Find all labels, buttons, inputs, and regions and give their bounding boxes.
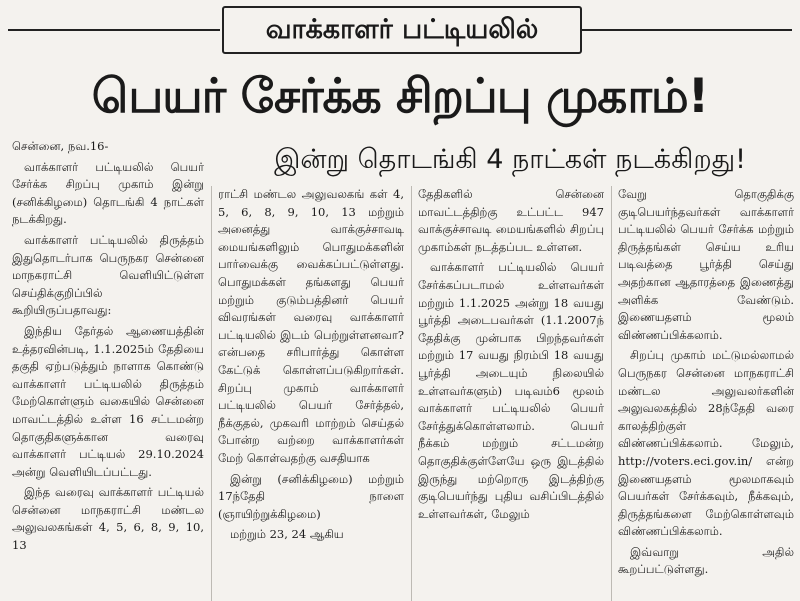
paragraph: வாக்காளர் பட்டியலில் பெயர் சேர்க்க சிறப்பு முகாம் இன்று (சனிக்கிழமை) தொடங்கி 4 நாட்கள் நடக்கிறது.: [12, 159, 204, 227]
kicker-rule-left: [8, 29, 220, 31]
column-rule: [211, 186, 212, 601]
paragraph: சிறப்பு முகாம் மட்டுமல்லாமல் பெருநகர சென்னை மாநகராட்சி மண்டல அலுவலர்களின் அலுவலகத்தில் 28ந்தேதி வரை காலத்திற்குள் விண்ணப்பிக்கலாம். மேலும், http://voters.eci.gov.in/ என்ற இணையதளம் மூலமாகவும் பெயர்கள் சேர்க்கவும், நீக்கவும், திருத்தங்களை மேற்கொள்ளவும் விண்ணப்பிக்கலாம்.: [618, 348, 794, 539]
paragraph: இவ்வாறு அதில் கூறப்பட்டுள்ளது.: [618, 544, 794, 577]
column-rule: [411, 186, 412, 601]
paragraph: இன்று (சனிக்கிழமை) மற்றும் 17ந்தேதி நாளை (ஞாயிற்றுக்கிழமை): [218, 471, 404, 521]
dateline: சென்னை, நவ.16-: [12, 139, 109, 153]
article-column-1: [12, 138, 204, 601]
headline: பெயர் சேர்க்க சிறப்பு முகாம்!: [91, 69, 709, 124]
paragraph: வாக்காளர் பட்டியலில் திருத்தம் இதுதொடர்பாக பெருநகர சென்னை மாநகராட்சி வெளியிட்டுள்ள செய்திக்குறிப்பில் கூறியிருப்பதாவது:: [12, 232, 204, 318]
paragraph: வாக்காளர் பட்டியலில் பெயர் சேர்க்கப்படாமல் உள்ளவர்கள் மற்றும் 1.1.2025 அன்று 18 வயது பூர்த்தி அடைபவர்கள் (1.1.2007ந் தேதிக்கு முன்பாக பிறந்தவர்கள் மற்றும் 17 வயது நிரம்பி 18 வயது பூர்த்தி அடையும் நிலையில் உள்ளவர்களும்) படிவம்6 மூலம் வாக்காளர் பட்டியலில் பெயர் சேர்த்துக்கொள்ளலாம். பெயர் நீக்கம் மற்றும் சட்டமன்ற தொகுதிக்குள்ளேயே ஒரு இடத்தில் இருந்து மற்றொரு இடத்திற்கு குடிபெயர்ந்து புதிய வசிப்பிடத்தில் உள்ளவர்கள், மேலும்: [418, 260, 604, 521]
paragraph: தேதிகளில் சென்னை மாவட்டத்திற்கு உட்பட்ட 947 வாக்குச்சாவடி மையங்களில் சிறப்பு முகாம்கள் நடத்தப்பட உள்ளன.: [418, 187, 604, 254]
kicker-label: வாக்காளர் பட்டியலில்: [222, 6, 582, 54]
paragraph: இந்திய தேர்தல் ஆணையத்தின் உத்தரவின்படி, 1.1.2025ம் தேதியை தகுதி ஏற்படுத்தும் நாளாக கொண்டு வாக்காளர் பட்டியலில் திருத்தம் மேற்கொள்ளும் வகையில் சென்னை மாவட்டத்தில் உள்ள 16 சட்டமன்ற தொகுதிகளுக்கான வரைவு வாக்காளர் பட்டியல் 29.10.2024 அன்று வெளியிடப்பட்டது.: [12, 323, 204, 479]
paragraph: ராட்சி மண்டல அலுவலகங் கள் 4, 5, 6, 8, 9, 10, 13 மற்றும் அனைத்து வாக்குச்சாவடி மையங்களிலும் பொதுமக்களின் பார்வைக்கு வைக்கப்பட்டுள்ளது. பொதுமக்கள் தங்களது பெயர் மற்றும் குடும்பத்தினர் பெயர் விவரங்கள் வரைவு வாக்காளர் பட்டியலில் இடம் பெற்றுள்ளனவா? என்பதை சரிபார்த்து கொள்ள கேட்டுக் கொள்ளப்படுகிறார்கள். சிறப்பு முகாம் வாக்காளர் பட்டியலில் பெயர் சேர்த்தல், நீக்குதல், முகவரி மாற்றம் செய்தல் போன்ற வற்றை வாக்காளர்கள் மேற் கொள்வதற்கு வசதியாக: [218, 187, 404, 465]
kicker-banner: [0, 0, 800, 60]
paragraph: மற்றும் 23, 24 ஆகிய: [230, 527, 344, 542]
subheadline: இன்று தொடங்கி 4 நாட்கள் நடக்கிறது!: [274, 144, 746, 175]
paragraph: இந்த வரைவு வாக்காளர் பட்டியல் சென்னை மாநகராட்சி மண்டல அலுவலகங்கள் 4, 5, 6, 8, 9, 10, 13: [12, 485, 204, 553]
article-column-4: [618, 186, 794, 601]
article-column-3: [418, 186, 604, 601]
column-rule: [611, 186, 612, 601]
kicker-rule-right: [580, 29, 792, 31]
article-column-2: [218, 186, 404, 601]
paragraph: வேறு தொகுதிக்கு குடிபெயர்ந்தவர்கள் வாக்காளர் பட்டியலில் பெயர் சேர்க்க மற்றும் திருத்தங்கள் செய்ய உரிய படிவத்தை பூர்த்தி செய்து அதற்கான ஆதாரத்தை இணைத்து அளிக்க வேண்டும். இணையதளம் மூலம் விண்ணப்பிக்கலாம்.: [618, 187, 794, 342]
